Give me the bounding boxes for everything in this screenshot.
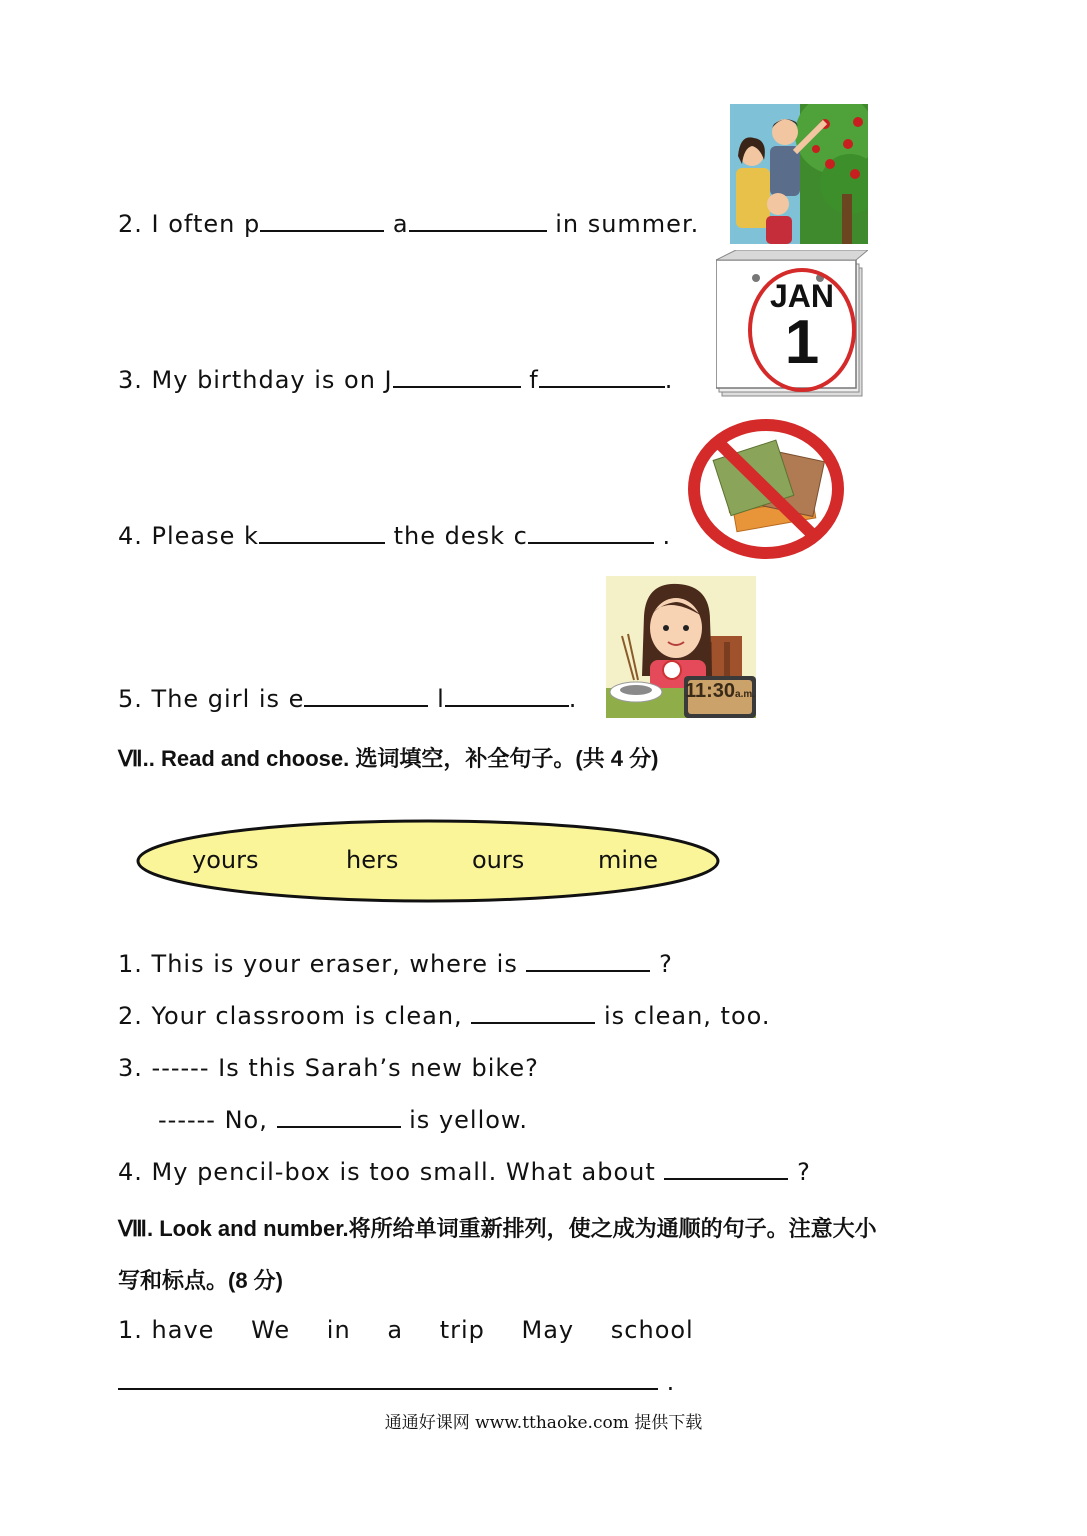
word-bank-item: yours [192, 846, 259, 874]
choose-question-3-answer: ------ No, is yellow. [158, 1106, 528, 1134]
answer-blank[interactable] [471, 1002, 595, 1024]
clock-time: 11:30 [684, 680, 736, 702]
calendar-day: 1 [784, 308, 820, 377]
answer-blank[interactable] [445, 685, 569, 707]
choose-question-4: 4. My pencil-box is too small. What about ? [118, 1158, 811, 1186]
clock-suffix: a.m. [735, 689, 756, 700]
question-3: 3. My birthday is on J f . [118, 366, 674, 394]
answer-blank[interactable] [409, 210, 547, 232]
choose-question-1: 1. This is your eraser, where is ? [118, 950, 673, 978]
apple-picking-picture [730, 104, 868, 244]
choose-question-3: 3. ------ Is this Sarah’s new bike? [118, 1054, 539, 1082]
answer-blank[interactable] [526, 950, 650, 972]
answer-blank[interactable] [539, 366, 665, 388]
reorder-answer-line: . [118, 1368, 675, 1396]
footer-text: 通通好课网 www.tthaoke.com 提供下载 [384, 1413, 703, 1433]
question-2: 2. I often p a in summer. [118, 210, 700, 238]
answer-blank[interactable] [277, 1106, 401, 1128]
question-4: 4. Please k the desk c . [118, 522, 672, 550]
reorder-question-1: 1. have We in a trip May school [118, 1316, 694, 1344]
word-bank-item: ours [472, 846, 525, 874]
answer-blank[interactable] [664, 1158, 788, 1180]
answer-blank[interactable] [260, 210, 384, 232]
question-5: 5. The girl is e l . [118, 685, 578, 713]
answer-blank[interactable] [259, 522, 385, 544]
part-8-heading-line-2: 写和标点。(8 分) [118, 1268, 284, 1293]
answer-blank[interactable] [118, 1368, 658, 1390]
word-bank-item: hers [346, 846, 399, 874]
calendar-month: JAN [769, 278, 834, 314]
part-8-heading-line-1: Ⅷ. Look and number.将所给单词重新排列，使之成为通顺的句子。注意大小 [118, 1216, 877, 1241]
no-books-sign-picture [686, 418, 846, 560]
part-7-heading: Ⅶ.. Read and choose. 选词填空，补全句子。(共 4 分) [118, 746, 659, 771]
choose-question-2: 2. Your classroom is clean, is clean, too. [118, 1002, 771, 1030]
answer-blank[interactable] [393, 366, 521, 388]
answer-blank[interactable] [304, 685, 428, 707]
answer-blank[interactable] [528, 522, 654, 544]
word-bank-item: mine [598, 846, 659, 874]
